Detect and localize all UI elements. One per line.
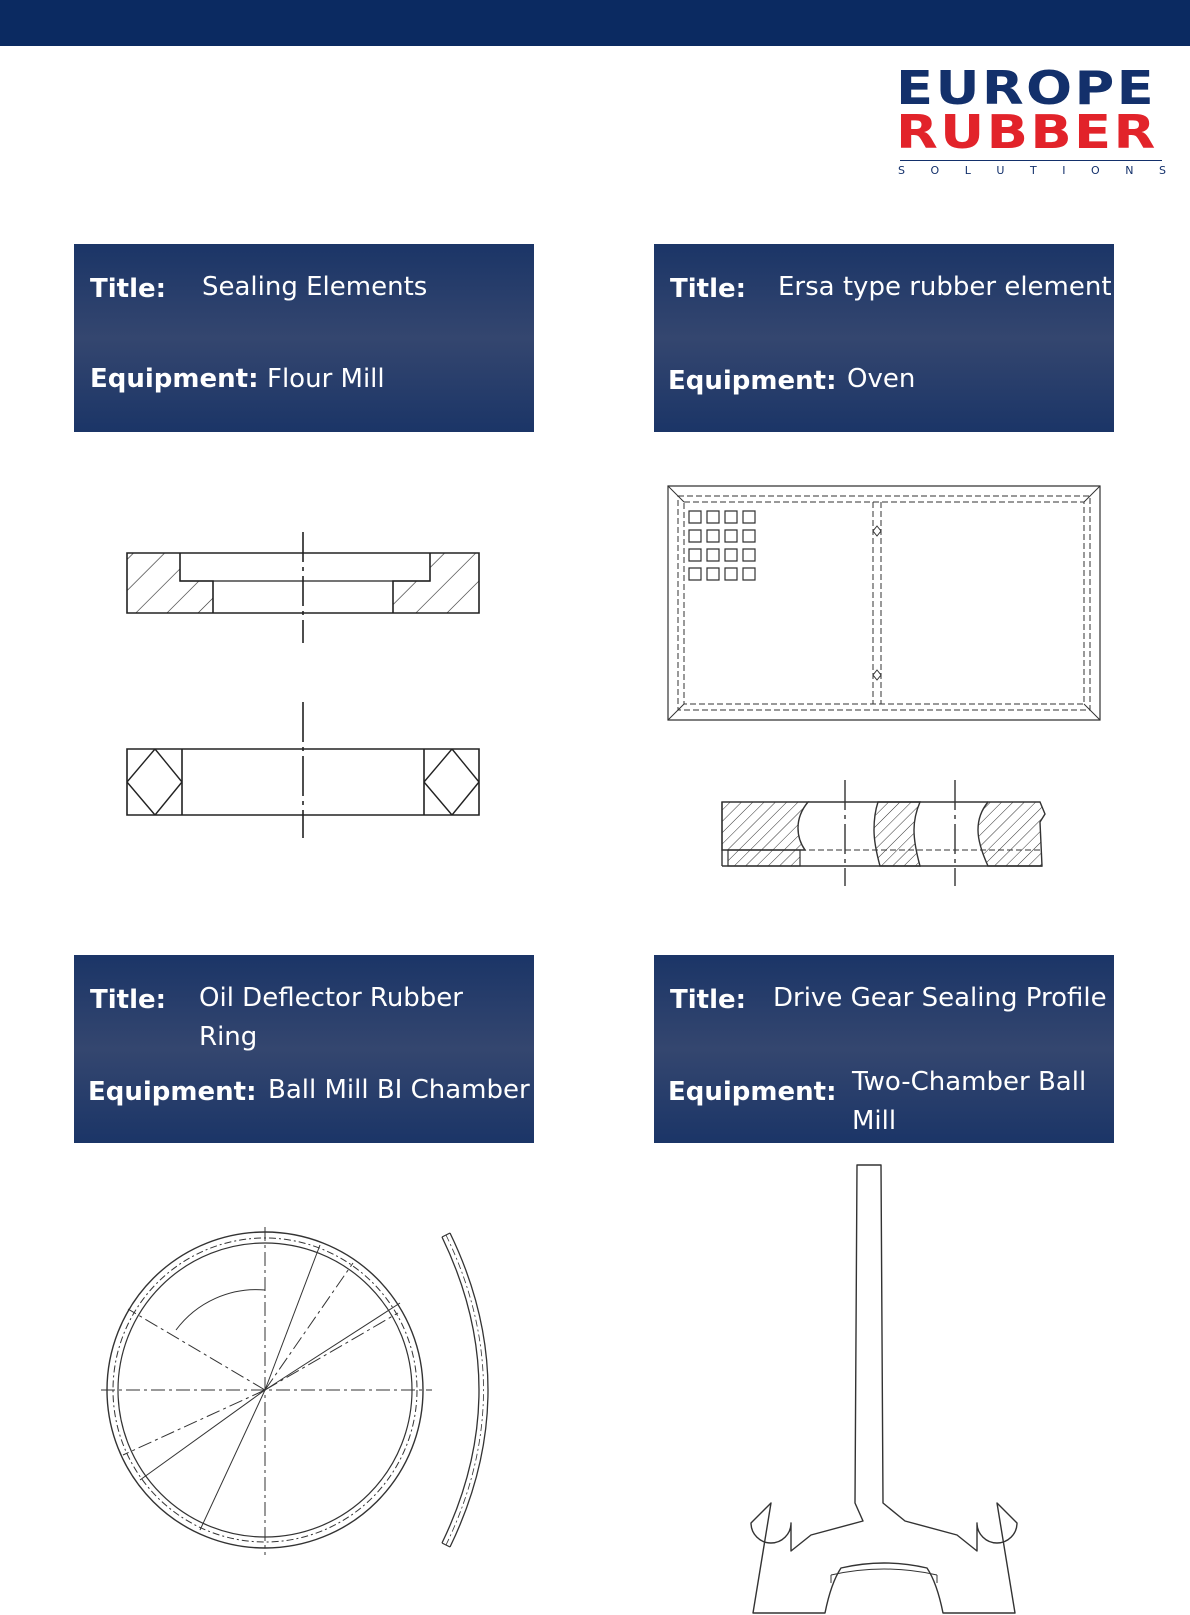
title-value: Ersa type rubber element bbox=[778, 272, 1112, 302]
europe-rubber-logo bbox=[896, 61, 1168, 184]
ersa-element-plan-drawing bbox=[667, 485, 1101, 721]
tagline-letter: N bbox=[1125, 164, 1134, 177]
header-bar bbox=[0, 0, 1190, 46]
title-value: Oil Deflector Rubber Ring bbox=[199, 983, 463, 1052]
equipment-label: Equipment: bbox=[90, 364, 259, 394]
title-label: Title: bbox=[90, 274, 167, 304]
sealing-element-section-drawing bbox=[125, 530, 481, 645]
equipment-label: Equipment: bbox=[668, 1077, 837, 1107]
title-label: Title: bbox=[670, 274, 747, 304]
tagline-letter: O bbox=[930, 164, 940, 177]
title-value: Sealing Elements bbox=[202, 272, 428, 302]
title-label: Title: bbox=[670, 985, 747, 1015]
tagline-letter: I bbox=[1062, 164, 1066, 177]
sealing-ring-section-drawing bbox=[125, 700, 481, 840]
logo-tagline bbox=[898, 164, 1166, 177]
equipment-value: Ball Mill BI Chamber bbox=[268, 1075, 530, 1105]
title-label: Title: bbox=[90, 985, 167, 1015]
tagline-letter: S bbox=[1159, 164, 1166, 177]
tagline-letter: O bbox=[1091, 164, 1100, 177]
equipment-value: Oven bbox=[847, 364, 916, 394]
tagline-letter: U bbox=[996, 164, 1005, 177]
product-card-drive-gear bbox=[654, 955, 1114, 1143]
tagline-letter: S bbox=[898, 164, 905, 177]
equipment-label: Equipment: bbox=[668, 366, 837, 396]
product-card-sealing-elements bbox=[74, 244, 534, 432]
logo-line-rubber: RUBBER bbox=[896, 105, 1158, 159]
product-card-oil-deflector bbox=[74, 955, 534, 1143]
tagline-letter: T bbox=[1029, 164, 1037, 177]
equipment-value: Flour Mill bbox=[267, 364, 385, 394]
ersa-element-section-drawing bbox=[720, 778, 1046, 888]
oil-deflector-ring-drawing bbox=[98, 1225, 510, 1565]
title-value: Drive Gear Sealing Profile bbox=[773, 983, 1107, 1013]
logo-divider bbox=[900, 160, 1162, 161]
product-card-ersa-element bbox=[654, 244, 1114, 432]
tagline-letter: L bbox=[964, 164, 971, 177]
equipment-value: Two-Chamber Ball Mill bbox=[852, 1067, 1087, 1136]
logo-line-europe: EUROPE bbox=[896, 61, 1157, 115]
drive-gear-profile-drawing bbox=[747, 1163, 1021, 1615]
equipment-label: Equipment: bbox=[88, 1077, 257, 1107]
